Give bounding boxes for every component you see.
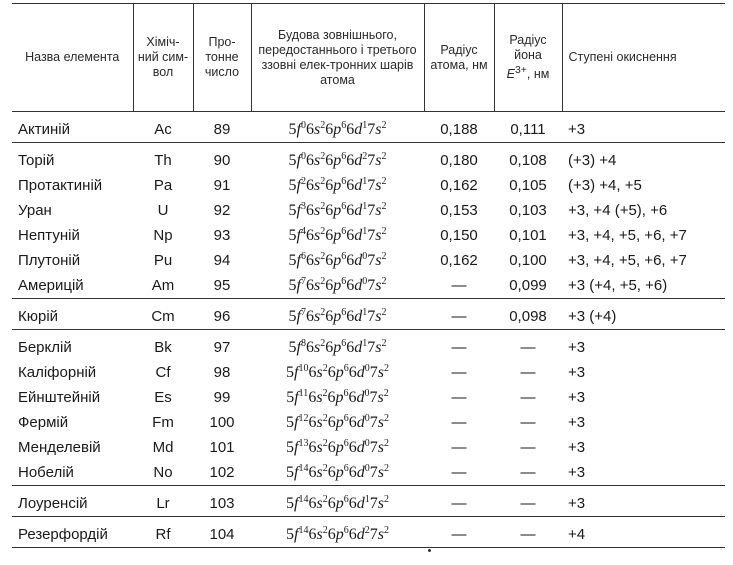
config-superscript: 11 [298,387,309,399]
oxidation-states: +4 [562,517,725,548]
atom-radius: — [451,339,467,356]
atom-radius: — [424,486,494,517]
ion-radius: — [520,439,536,456]
element-name: Торій [18,152,55,169]
oxidation-states: +3 [562,460,725,486]
config-superscript: 0 [300,150,306,162]
table-row [12,385,725,410]
element-name: Резерфордій [12,517,133,548]
element-name: Америцій [12,273,133,299]
oxidation-states: +3 [568,364,586,381]
ion-radius: 0,101 [509,227,547,244]
ion-radius: — [494,486,562,517]
ion-radius: 0,111 [494,112,562,143]
config-superscript: 6 [300,250,306,262]
electron-configuration: $5f^{14}6s^26p^66d^07s^2$ [251,460,424,486]
electron-configuration: $5f^86s^26p^66d^17s^2$ [288,337,387,356]
element-name: Ейнштейній [18,389,101,406]
config-superscript: 0 [364,387,370,399]
header-oxidation-states: Ступені окиснення [562,4,725,112]
table-row [12,198,725,223]
proton-number: 100 [209,414,235,431]
element-symbol: No [133,460,193,486]
element-symbol: Cf [155,364,171,381]
ion-radius: — [520,339,536,356]
element-symbol: Fm [152,414,174,431]
config-superscript: 0 [362,275,368,287]
atom-radius: — [451,389,467,406]
ion-radius: 0,108 [509,152,547,169]
element-symbol: Pu [153,252,173,269]
electron-configuration: $5f^46s^26p^66d^17s^2$ [288,225,387,244]
proton-number: 96 [193,299,251,330]
config-superscript: 0 [364,462,370,474]
oxidation-states: +3 [568,439,586,456]
config-superscript: 1 [362,175,368,187]
electron-configuration: $5f^{13}6s^26p^66d^07s^2$ [286,437,389,456]
ion-radius: 0,098 [494,299,562,330]
element-symbol: Bk [154,339,172,356]
actinides-table [12,3,725,548]
header-ion-radius [494,4,562,112]
element-name: Каліфорній [18,364,97,381]
ion-radius: — [520,364,536,381]
config-superscript: 8 [300,337,306,349]
oxidation-states: +3 [562,486,725,517]
atom-radius: — [424,517,494,548]
proton-number: 103 [193,486,251,517]
header-row [12,4,725,112]
table-row [12,435,725,460]
table-row [12,173,725,198]
proton-number: 89 [193,112,251,143]
electron-configuration: $5f^06s^26p^66d^27s^2$ [288,150,387,169]
electron-configuration: $5f^26s^26p^66d^17s^2$ [288,175,387,194]
electron-configuration: $5f^{14}6s^26p^66d^27s^2$ [251,517,424,548]
electron-configuration: $5f^{12}6s^26p^66d^07s^2$ [286,412,389,431]
config-superscript: 13 [298,437,309,449]
element-name: Уран [18,202,52,219]
config-superscript: 12 [298,412,309,424]
proton-number: 95 [193,273,251,299]
config-superscript: 0 [364,362,370,374]
table-row [12,360,725,385]
config-superscript: 10 [298,362,309,374]
atom-radius: 0,180 [440,152,478,169]
proton-number: 90 [213,152,231,169]
proton-number: 94 [213,252,231,269]
table-row [12,299,725,330]
oxidation-states: +3 [568,414,586,431]
element-symbol: Rf [133,517,193,548]
ion-radius: 0,103 [509,202,547,219]
oxidation-states: +3 [568,389,586,406]
table-row [12,517,725,548]
oxidation-states: (+3) +4 [568,152,617,169]
ion-radius: — [494,517,562,548]
element-name: Лоуренсій [12,486,133,517]
proton-number: 104 [193,517,251,548]
table-row [12,330,725,361]
header-name: Назва елемента [12,4,133,112]
config-superscript: 2 [362,150,368,162]
config-superscript: 2 [300,175,306,187]
element-name: Нептуній [18,227,80,244]
atom-radius: 0,150 [440,227,478,244]
config-superscript: 14 [298,493,309,505]
oxidation-states: +3 [562,112,725,143]
table-row [12,223,725,248]
header-ion-radius-charge: 3+ [515,64,527,76]
oxidation-states: +3 (+4) [562,299,725,330]
table-row [12,248,725,273]
table-row [12,143,725,174]
element-symbol: Es [154,389,172,406]
atom-radius: — [424,460,494,486]
oxidation-states: (+3) +4, +5 [568,177,642,194]
element-name: Фермій [18,414,69,431]
element-symbol: Ac [133,112,193,143]
config-superscript: 14 [298,462,309,474]
electron-configuration: $5f^{11}6s^26p^66d^07s^2$ [286,387,389,406]
config-superscript: 0 [364,412,370,424]
oxidation-states: +3, +4 (+5), +6 [568,202,668,219]
element-name: Нобелій [12,460,133,486]
table-row [12,112,725,143]
element-symbol: Md [152,439,174,456]
header-ion-radius-unit: , нм [526,67,550,82]
ion-radius: — [494,460,562,486]
element-symbol: Lr [133,486,193,517]
stray-dot [428,549,431,552]
electron-configuration: $5f^66s^26p^66d^07s^2$ [288,250,387,269]
ion-radius: 0,100 [509,252,547,269]
table-row [12,460,725,486]
element-name: Менделевій [18,439,101,456]
config-superscript: 1 [362,119,368,131]
element-name: Протактиній [18,177,103,194]
config-superscript: 7 [300,306,306,318]
table-row [12,486,725,517]
proton-number: 102 [193,460,251,486]
ion-radius: 0,099 [494,273,562,299]
config-superscript: 14 [298,524,309,536]
atom-radius: 0,162 [440,252,478,269]
table-row [12,273,725,299]
ion-radius: — [520,414,536,431]
atom-radius: 0,188 [424,112,494,143]
atom-radius: — [424,299,494,330]
electron-configuration: $5f^36s^26p^66d^17s^2$ [288,200,387,219]
proton-number: 101 [209,439,235,456]
header-ion-radius-e: E [506,67,515,82]
proton-number: 93 [213,227,231,244]
config-superscript: 1 [362,200,368,212]
element-symbol: Am [133,273,193,299]
oxidation-states: +3 [568,339,586,356]
header-ion-radius-label: Радіус йона [509,32,547,62]
element-name: Кюрій [12,299,133,330]
element-name: Актиній [12,112,133,143]
element-symbol: Np [153,227,173,244]
config-superscript: 1 [362,225,368,237]
config-superscript: 1 [364,493,370,505]
config-superscript: 0 [362,250,368,262]
element-symbol: Pa [153,177,173,194]
header-atom-radius: Радіус атома, нм [424,4,494,112]
atom-radius: — [424,273,494,299]
electron-configuration: $5f^76s^26p^66d^07s^2$ [251,273,424,299]
element-name: Плутоній [18,252,81,269]
proton-number: 91 [213,177,231,194]
table-row [12,410,725,435]
proton-number: 97 [213,339,231,356]
header-electron-config: Будова зовнішнього, передостаннього і третього ззовні елек-тронних шарів атома [251,4,424,112]
config-superscript: 1 [362,337,368,349]
config-superscript: 3 [300,200,306,212]
electron-configuration: $5f^06s^26p^66d^17s^2$ [251,112,424,143]
header-symbol: Хіміч-ний сим-вол [133,4,193,112]
atom-radius: — [451,364,467,381]
electron-configuration: $5f^{10}6s^26p^66d^07s^2$ [286,362,389,381]
ion-radius: — [520,389,536,406]
element-symbol: Cm [133,299,193,330]
atom-radius: — [451,439,467,456]
element-name: Берклій [18,339,72,356]
ion-radius: 0,105 [509,177,547,194]
config-superscript: 0 [300,119,306,131]
element-symbol: Th [154,152,172,169]
oxidation-states: +3 (+4, +5, +6) [562,273,725,299]
atom-radius: — [451,414,467,431]
electron-configuration: $5f^{14}6s^26p^66d^17s^2$ [251,486,424,517]
proton-number: 92 [213,202,231,219]
atom-radius: 0,153 [440,202,478,219]
oxidation-states: +3, +4, +5, +6, +7 [568,252,687,269]
atom-radius: 0,162 [440,177,478,194]
table-body [12,112,725,548]
config-superscript: 2 [364,524,370,536]
oxidation-states: +3, +4, +5, +6, +7 [568,227,687,244]
config-superscript: 7 [300,275,306,287]
config-superscript: 0 [364,437,370,449]
config-superscript: 1 [362,306,368,318]
proton-number: 99 [213,389,231,406]
element-symbol: U [157,202,169,219]
header-proton-number: Про-тонне число [193,4,251,112]
proton-number: 98 [213,364,231,381]
electron-configuration: $5f^76s^26p^66d^17s^2$ [251,299,424,330]
config-superscript: 4 [300,225,306,237]
